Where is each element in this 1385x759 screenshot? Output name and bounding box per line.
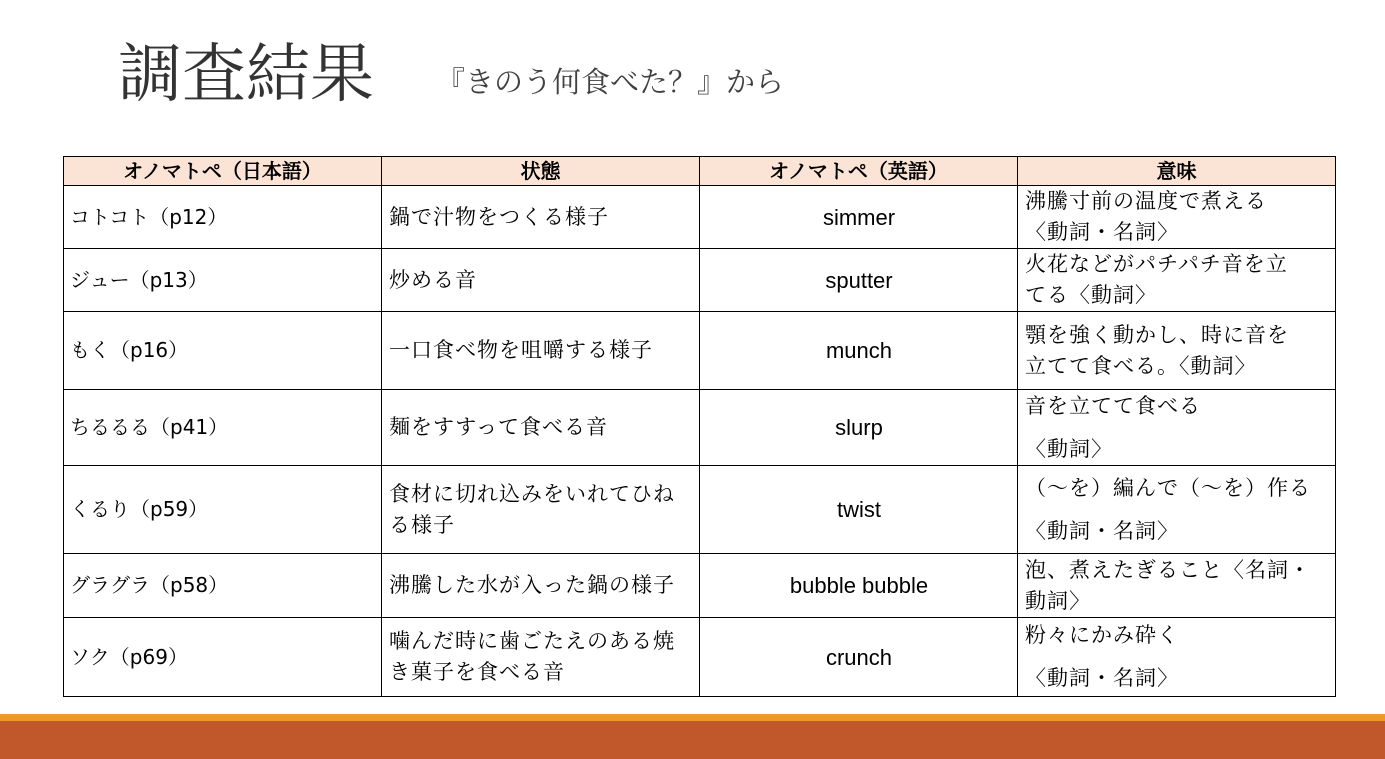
cell-meaning <box>1018 390 1336 466</box>
header-english-onomatopoeia: オノマトペ（英語） <box>700 157 1018 186</box>
meaning-line: 〈動詞・名詞〉 <box>1025 518 1179 543</box>
meaning-line: 〈動詞・名詞〉 <box>1025 666 1179 690</box>
cell-japanese: ちるるる（p41） <box>64 390 382 466</box>
cell-japanese: コトコト（p12） <box>64 186 382 249</box>
table-row <box>64 618 1336 697</box>
cell-japanese: ソク（p69） <box>64 618 382 697</box>
cell-state: 噛んだ時に歯ごたえのある焼き菓子を食べる音 <box>382 618 700 697</box>
slide-title: 調査結果 <box>118 38 374 112</box>
table-row <box>64 554 1336 618</box>
cell-english: twist <box>700 466 1018 554</box>
meaning-line: 火花などがパチパチ音を立 <box>1025 252 1288 276</box>
cell-japanese: もく（p16） <box>64 312 382 390</box>
table-header-row <box>64 157 1336 186</box>
footer-bar <box>0 721 1385 759</box>
cell-state: 一口食べ物を咀嚼する様子 <box>382 312 700 390</box>
meaning-line: 沸騰寸前の温度で煮える <box>1025 189 1267 213</box>
meaning-line: （～を）編んで（～を）作る <box>1025 475 1311 500</box>
cell-meaning <box>1018 249 1336 312</box>
table-row <box>64 186 1336 249</box>
cell-english: slurp <box>700 390 1018 466</box>
meaning-line: てる〈動詞〉 <box>1025 283 1157 307</box>
cell-meaning <box>1018 186 1336 249</box>
cell-japanese: ジュー（p13） <box>64 249 382 312</box>
meaning-line: 泡、煮えたぎること〈名詞・ <box>1025 557 1311 582</box>
meaning-line: 〈動詞〉 <box>1025 436 1113 461</box>
cell-japanese: グラグラ（p58） <box>64 554 382 618</box>
footer-accent-stripe <box>0 714 1385 721</box>
cell-english: simmer <box>700 186 1018 249</box>
cell-english: munch <box>700 312 1018 390</box>
meaning-line: 立てて食べる。〈動詞〉 <box>1025 353 1257 378</box>
cell-state: 炒める音 <box>382 249 700 312</box>
meaning-line: 音を立てて食べる <box>1025 393 1201 418</box>
header-meaning: 意味 <box>1018 157 1336 186</box>
cell-meaning <box>1018 618 1336 697</box>
meaning-line: 〈動詞・名詞〉 <box>1025 220 1179 244</box>
cell-state: 食材に切れ込みをいれてひねる様子 <box>382 466 700 554</box>
cell-english: bubble bubble <box>700 554 1018 618</box>
meaning-line: 動詞〉 <box>1025 588 1091 613</box>
header-japanese-onomatopoeia: オノマトペ（日本語） <box>64 157 382 186</box>
cell-state: 鍋で汁物をつくる様子 <box>382 186 700 249</box>
onomatopoeia-table <box>63 156 1336 697</box>
meaning-line: 粉々にかみ砕く <box>1025 623 1179 647</box>
table-row <box>64 312 1336 390</box>
cell-meaning <box>1018 466 1336 554</box>
cell-english: crunch <box>700 618 1018 697</box>
cell-meaning <box>1018 554 1336 618</box>
table-row <box>64 390 1336 466</box>
cell-state: 麺をすすって食べる音 <box>382 390 700 466</box>
table-row <box>64 249 1336 312</box>
cell-english: sputter <box>700 249 1018 312</box>
table-row <box>64 466 1336 554</box>
header-state: 状態 <box>382 157 700 186</box>
cell-meaning <box>1018 312 1336 390</box>
cell-state: 沸騰した水が入った鍋の様子 <box>382 554 700 618</box>
slide-subtitle: 『きのう何食べた？』から <box>436 65 785 99</box>
meaning-line: 顎を強く動かし、時に音を <box>1025 322 1289 347</box>
cell-japanese: くるり（p59） <box>64 466 382 554</box>
